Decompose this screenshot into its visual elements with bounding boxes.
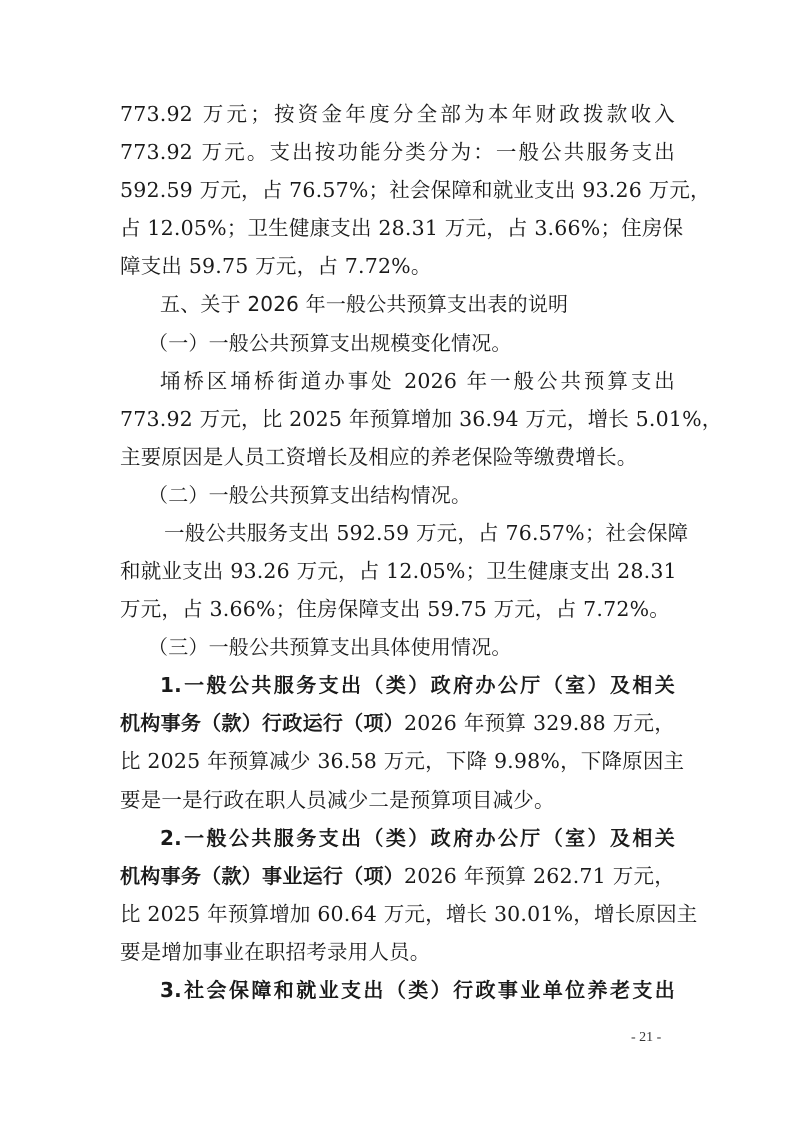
- item-1-line-1: [160, 670, 675, 700]
- item-2-line-1: [160, 823, 675, 853]
- item-1-line-2: [120, 708, 675, 738]
- intro-line-2: 773.92 万元。支出按功能分类分为：一般公共服务支出: [120, 140, 675, 164]
- subsection-2-heading: （二）一般公共预算支出结构情况。: [148, 483, 472, 507]
- item-2-line-2: [120, 861, 675, 891]
- item-1-line-4: 要是一是行政在职人员减少二是预算项目减少。: [120, 788, 555, 812]
- item-1-bold-2: 机构事务（款）行政运行（项）: [120, 711, 405, 735]
- intro-line-1: 773.92 万元；按资金年度分全部为本年财政拨款收入: [120, 102, 675, 126]
- sub2-line-3: 万元，占 3.66%；住房保障支出 59.75 万元，占 7.72%。: [120, 597, 670, 621]
- item-3-line-1: [160, 975, 675, 1005]
- sub1-line-2: 773.92 万元，比 2025 年预算增加 36.94 万元，增长 5.01%，: [120, 407, 723, 431]
- sub1-line-1: 埇桥区埇桥街道办事处 2026 年一般公共预算支出: [160, 369, 675, 393]
- intro-line-5: 障支出 59.75 万元，占 7.72%。: [120, 254, 432, 278]
- item-1-bold-1: 1.一般公共服务支出（类）政府办公厅（室）及相关: [160, 673, 675, 697]
- subsection-3-heading: （三）一般公共预算支出具体使用情况。: [148, 635, 512, 659]
- item-2-rest-2: 2026 年预算 262.71 万元，: [404, 864, 676, 888]
- sub1-line-3: 主要原因是人员工资增长及相应的养老保险等缴费增长。: [120, 445, 638, 469]
- sub2-line-1: 一般公共服务支出 592.59 万元，占 76.57%；社会保障: [164, 521, 689, 545]
- intro-line-3: 592.59 万元，占 76.57%；社会保障和就业支出 93.26 万元，: [120, 178, 711, 202]
- page-number: - 21 -: [631, 1030, 662, 1045]
- sub2-line-2: 和就业支出 93.26 万元，占 12.05%；卫生健康支出 28.31: [120, 559, 677, 583]
- item-1-rest-2: 2026 年预算 329.88 万元，: [404, 711, 676, 735]
- item-2-line-3: 比 2025 年预算增加 60.64 万元，增长 30.01%，增长原因主: [120, 902, 698, 926]
- item-2-bold-1: 2.一般公共服务支出（类）政府办公厅（室）及相关: [160, 826, 675, 850]
- subsection-1-heading: （一）一般公共预算支出规模变化情况。: [148, 331, 512, 355]
- item-1-line-3: 比 2025 年预算减少 36.58 万元，下降 9.98%，下降原因主: [120, 749, 685, 773]
- item-2-line-4: 要是增加事业在职招考录用人员。: [120, 940, 431, 964]
- item-3-bold-1: 3.社会保障和就业支出（类）行政事业单位养老支出: [160, 978, 675, 1002]
- item-2-bold-2: 机构事务（款）事业运行（项）: [120, 864, 405, 888]
- section-5-heading: 五、关于 2026 年一般公共预算支出表的说明: [160, 292, 569, 316]
- intro-line-4: 占 12.05%；卫生健康支出 28.31 万元，占 3.66%；住房保: [120, 216, 684, 240]
